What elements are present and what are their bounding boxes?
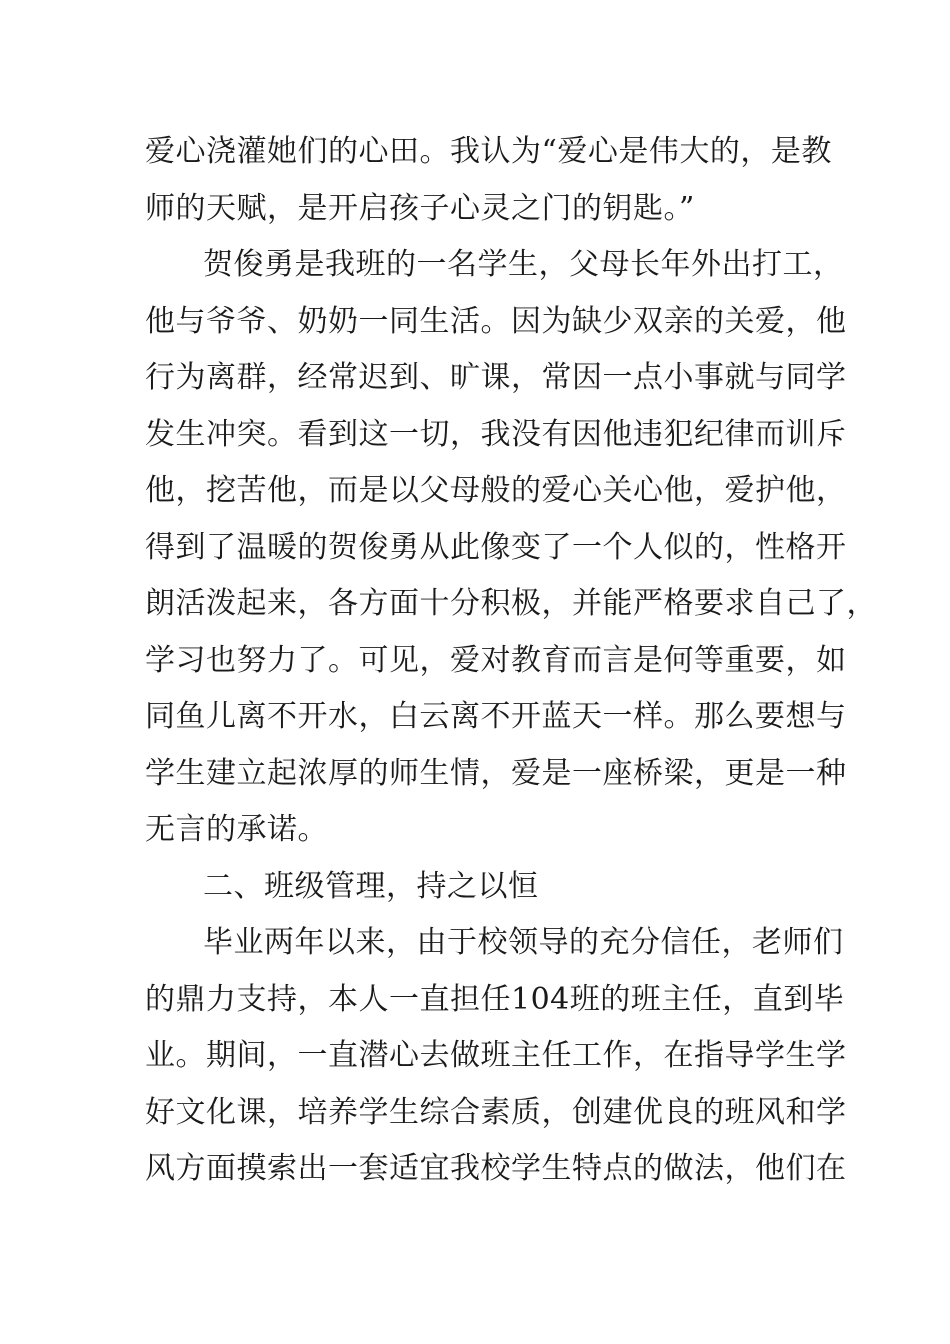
text-line: 行为离群，经常迟到、旷课，常因一点小事就与同学 xyxy=(145,360,847,395)
section-heading: 二、班级管理，持之以恒 xyxy=(203,869,539,904)
text-line: 无言的承诺。 xyxy=(145,812,328,847)
text-line: 的鼎力支持，本人一直担任104班的班主任，直到毕 xyxy=(145,982,845,1017)
paragraph-start-line: 毕业两年以来，由于校领导的充分信任，老师们 xyxy=(203,925,844,960)
text-line: 风方面摸索出一套适宜我校学生特点的做法，他们在 xyxy=(145,1151,847,1186)
text-line: 学生建立起浓厚的师生情，爱是一座桥梁，更是一种 xyxy=(145,756,847,791)
text-line: 他，挖苦他，而是以父母般的爱心关心他，爱护他， xyxy=(145,473,847,508)
text-line: 发生冲突。看到这一切，我没有因他违犯纪律而训斥 xyxy=(145,417,847,452)
text-line: 得到了温暖的贺俊勇从此像变了一个人似的，性格开 xyxy=(145,530,847,565)
paragraph-start-line: 贺俊勇是我班的一名学生，父母长年外出打工， xyxy=(203,247,844,282)
text-line: 爱心浇灌她们的心田。我认为“爱心是伟大的，是教 xyxy=(145,134,832,169)
text-line: 师的天赋，是开启孩子心灵之门的钥匙。” xyxy=(145,191,695,226)
text-line: 业。期间，一直潜心去做班主任工作，在指导学生学 xyxy=(145,1038,847,1073)
text-line: 同鱼儿离不开水，白云离不开蓝天一样。那么要想与 xyxy=(145,699,847,734)
text-line: 好文化课，培养学生综合素质，创建优良的班风和学 xyxy=(145,1095,847,1130)
text-line: 学习也努力了。可见，爱对教育而言是何等重要，如 xyxy=(145,643,847,678)
text-line: 他与爷爷、奶奶一同生活。因为缺少双亲的关爱，他 xyxy=(145,304,847,339)
text-line: 朗活泼起来，各方面十分积极，并能严格要求自己了， xyxy=(145,586,877,621)
